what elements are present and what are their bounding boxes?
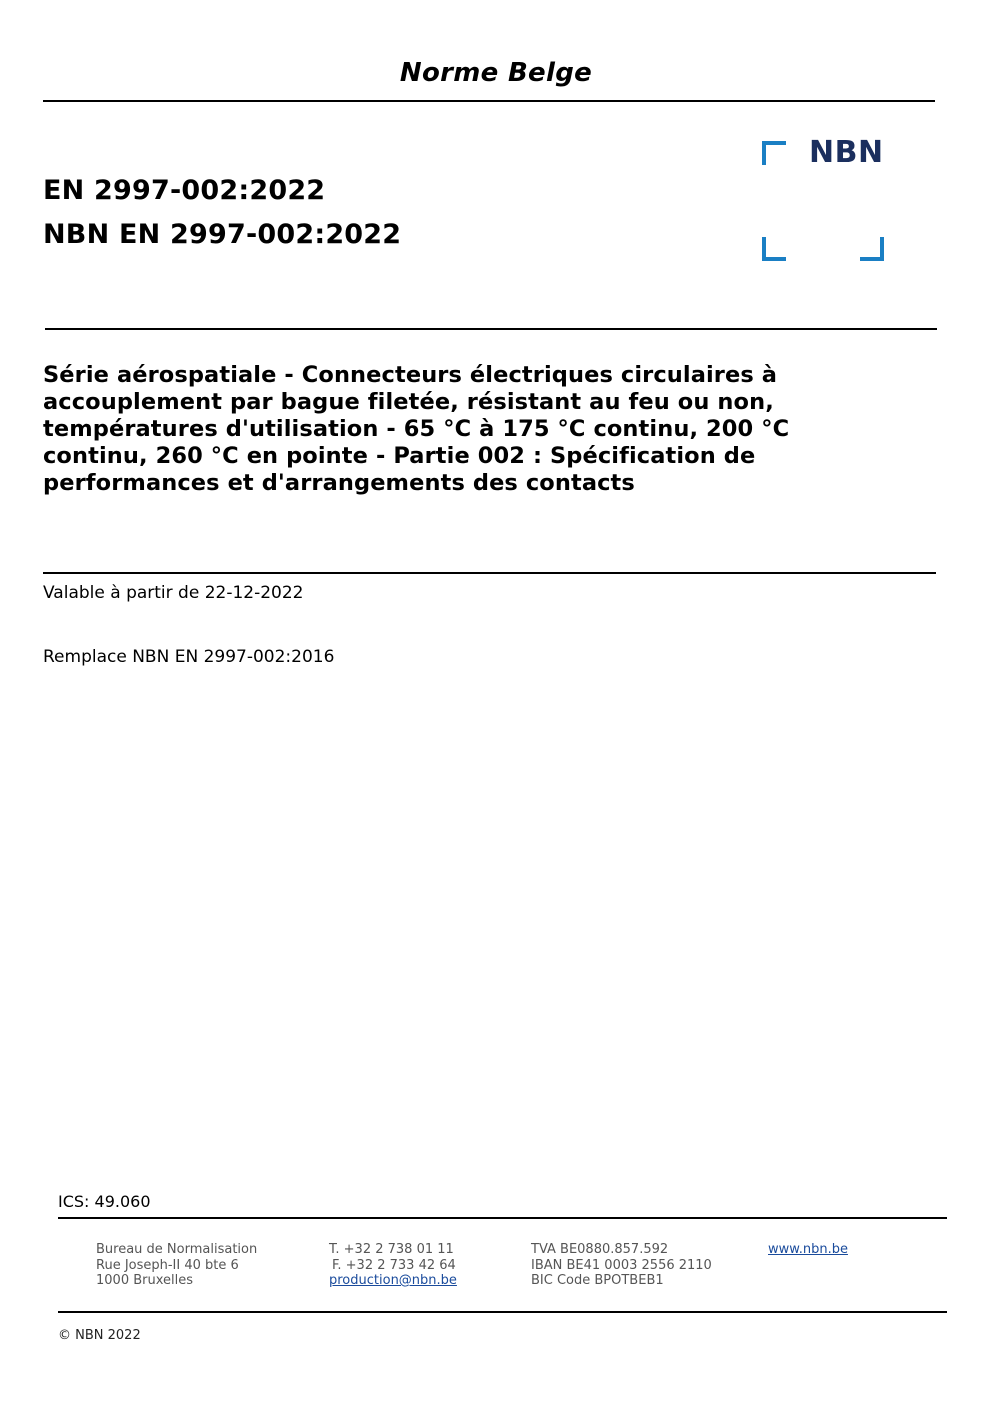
address-line: Bureau de Normalisation [96, 1242, 258, 1257]
ics-code: ICS: 49.060 [58, 1192, 151, 1211]
header-divider [43, 100, 935, 102]
footer-web [768, 1242, 848, 1258]
replaces-standard: Remplace NBN EN 2997-002:2016 [43, 647, 335, 667]
bic-code: BIC Code BPOTBEB1 [531, 1273, 664, 1288]
copyright-notice: © NBN 2022 [58, 1328, 141, 1343]
section-divider-2 [43, 572, 936, 574]
page-header-title: Norme Belge [399, 58, 593, 88]
title-line: continu, 260 °C en pointe - Partie 002 : Spécification de [43, 443, 756, 469]
footer-bank [531, 1242, 712, 1289]
title-line: performances et d'arrangements des contacts [43, 470, 635, 496]
standard-nbn-id: NBN EN 2997-002:2022 [43, 219, 402, 250]
standard-en-id: EN 2997-002:2022 [43, 175, 326, 206]
validity-date: Valable à partir de 22-12-2022 [43, 583, 304, 603]
footer-divider-top [58, 1217, 947, 1219]
title-line: Série aérospatiale - Connecteurs électriques circulaires à [43, 362, 778, 388]
title-line: accouplement par bague filetée, résistant au feu ou non, [43, 389, 774, 415]
email-link[interactable]: production@nbn.be [329, 1273, 457, 1288]
logo-text: NBN [809, 135, 884, 170]
vat-number: TVA BE0880.857.592 [531, 1242, 669, 1257]
address-line: Rue Joseph-II 40 bte 6 [96, 1257, 239, 1273]
footer-address [96, 1242, 257, 1289]
footer-contact [329, 1242, 457, 1289]
iban-number: IBAN BE41 0003 2556 2110 [531, 1257, 712, 1273]
footer-divider-bottom [58, 1311, 947, 1313]
fax-number: F. +32 2 733 42 64 [332, 1257, 456, 1273]
title-line: températures d'utilisation - 65 °C à 175 °C continu, 200 °C [43, 416, 790, 442]
website-link[interactable]: www.nbn.be [768, 1242, 848, 1257]
section-divider-1 [45, 328, 937, 330]
document-title [43, 362, 843, 497]
address-line: 1000 Bruxelles [96, 1273, 194, 1288]
phone-number: T. +32 2 738 01 11 [329, 1242, 454, 1257]
